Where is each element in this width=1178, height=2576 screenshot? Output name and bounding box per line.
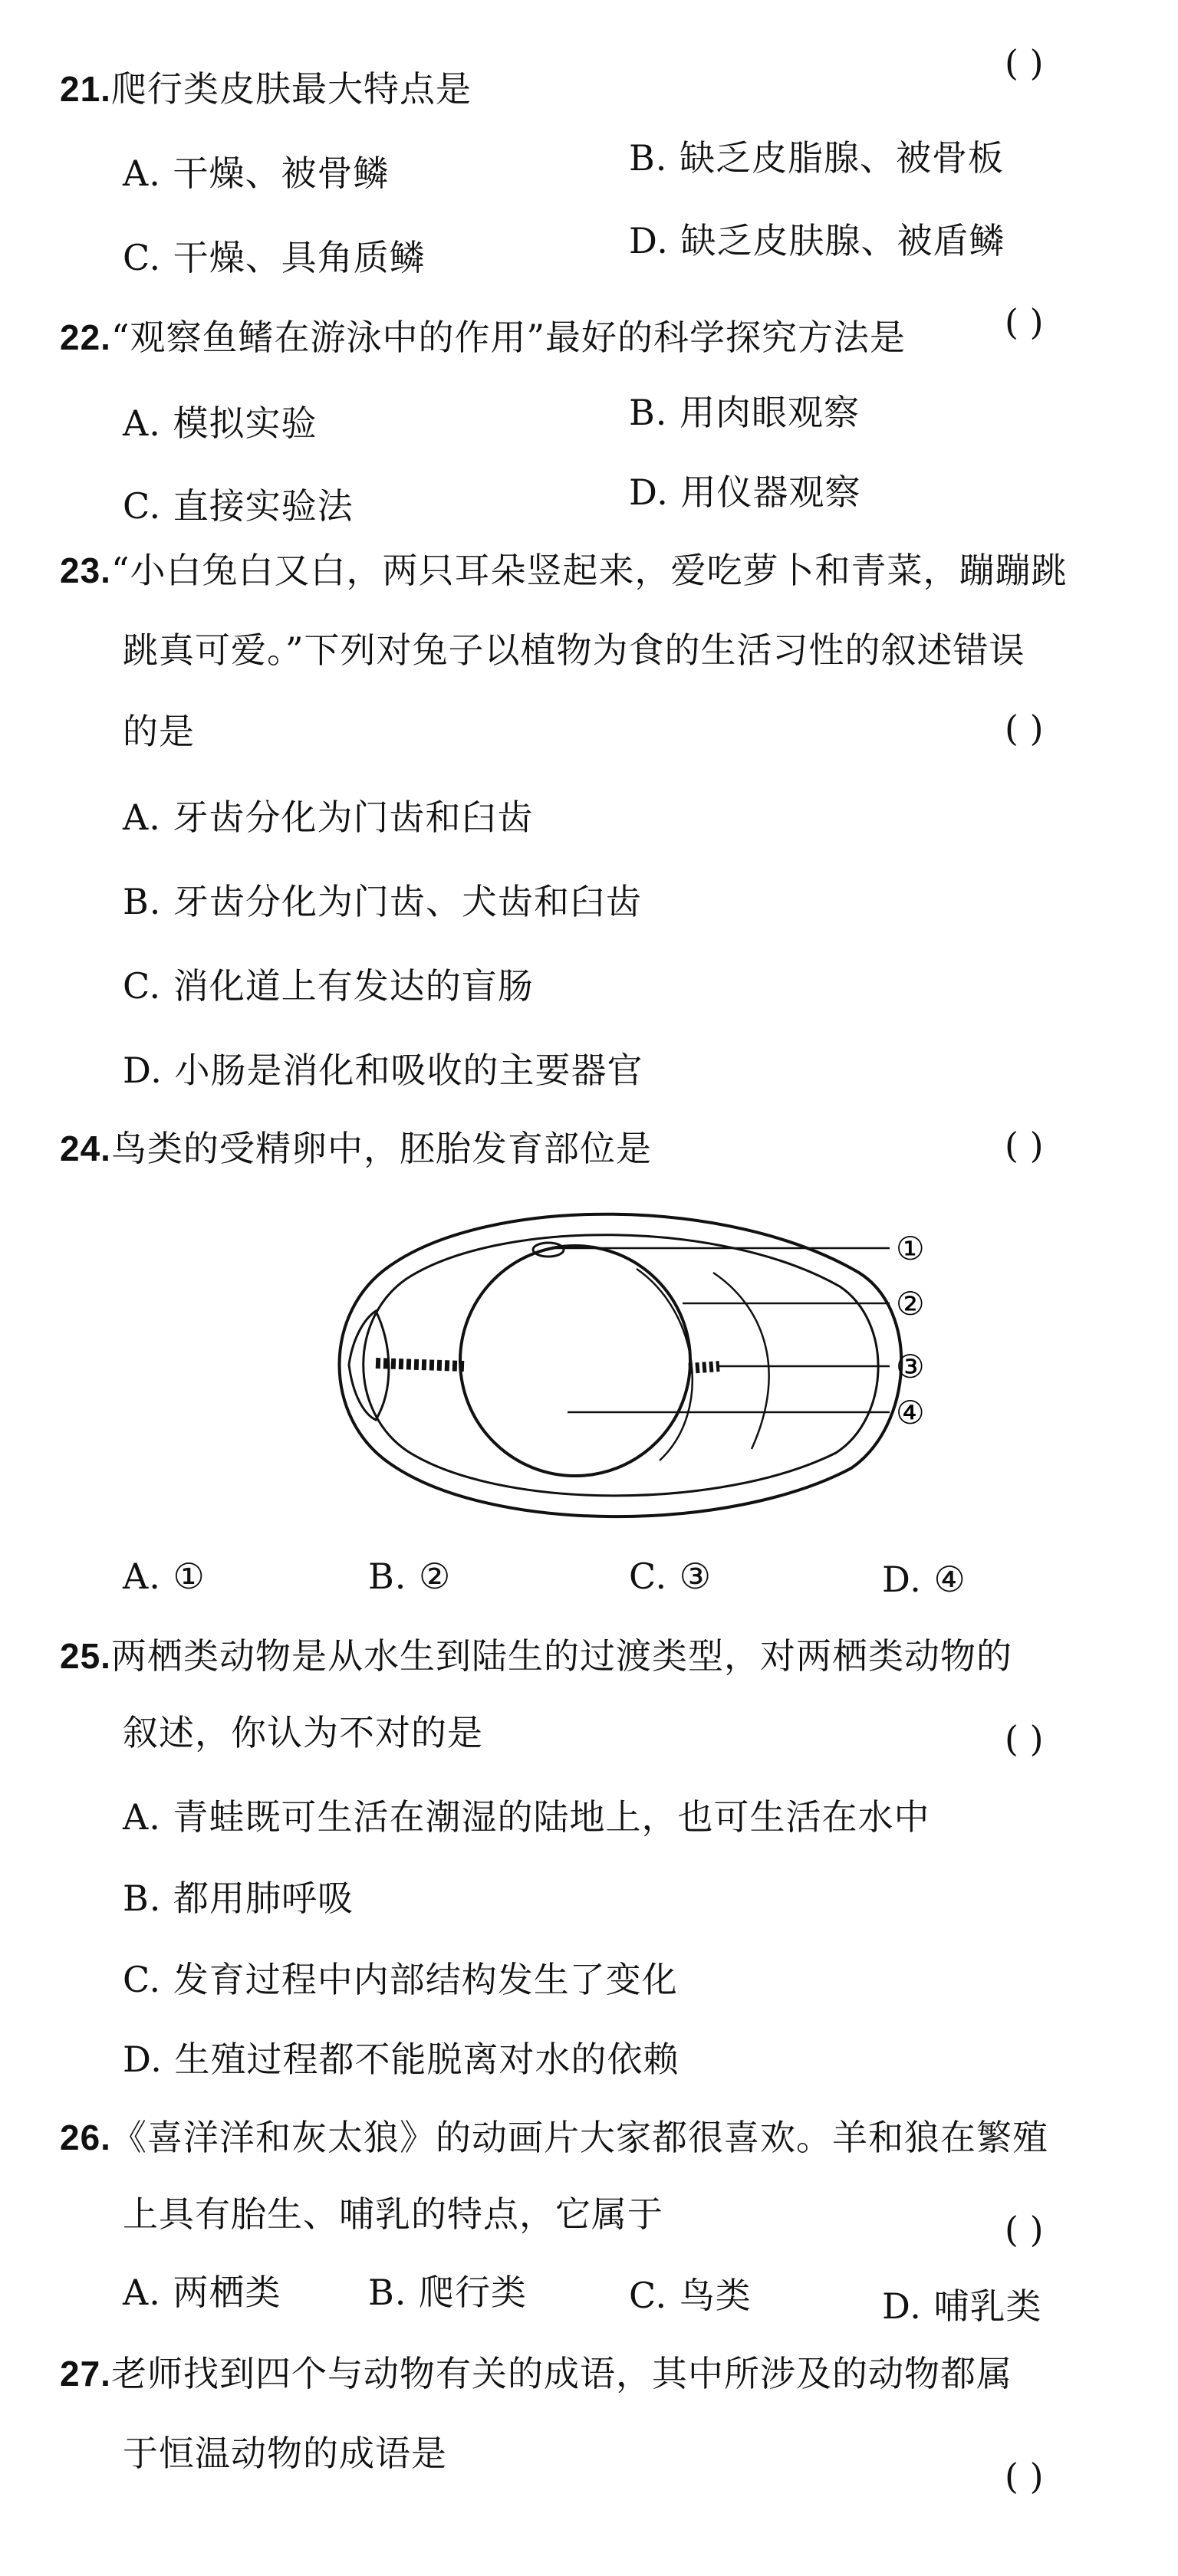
diagram-label-1: ① [896, 1230, 925, 1267]
question-24-option-d: D. ④ [882, 1559, 966, 1600]
question-23-answer-bracket: ( ) [1005, 708, 1044, 749]
question-23 [60, 547, 1067, 593]
question-22-stem: “观察鱼鳍在游泳中的作用”最好的科学探究方法是 [110, 317, 906, 358]
question-25-answer-bracket: ( ) [1005, 1718, 1044, 1760]
question-25-option-d: D. 生殖过程都不能脱离对水的依赖 [123, 2039, 679, 2080]
question-27-number: 27. [60, 2354, 111, 2394]
question-22-option-b: B. 用肉眼观察 [629, 392, 860, 433]
albumen-outline [713, 1273, 769, 1449]
question-22-option-a: A. 模拟实验 [123, 402, 318, 444]
question-25 [60, 1633, 1012, 1679]
question-24-answer-bracket: ( ) [1005, 1125, 1044, 1166]
question-26-number: 26. [60, 2118, 111, 2157]
yolk [460, 1246, 690, 1476]
question-26-option-a: A. 两栖类 [123, 2272, 281, 2313]
question-24 [60, 1125, 652, 1171]
question-22-option-d: D. 用仪器观察 [629, 472, 861, 513]
question-26-stem-line-1: 《喜洋洋和灰太狼》的动画片大家都很喜欢。羊和狼在繁殖 [110, 2117, 1048, 2158]
question-22 [60, 314, 906, 360]
question-23-number: 23. [60, 550, 111, 590]
question-21-option-a: A. 干燥、被骨鳞 [123, 153, 390, 194]
question-27-stem-line-2: 于恒温动物的成语是 [123, 2433, 447, 2474]
question-23-option-c: C. 消化道上有发达的盲肠 [123, 965, 534, 1007]
question-21-option-b: B. 缺乏皮脂腺、被骨板 [629, 137, 1005, 179]
diagram-label-3: ③ [896, 1348, 925, 1385]
question-24-number: 24. [60, 1129, 111, 1168]
question-25-number: 25. [60, 1636, 111, 1676]
question-22-number: 22. [60, 317, 111, 357]
question-21-option-c: C. 干燥、具角质鳞 [123, 237, 426, 278]
diagram-label-4: ④ [896, 1394, 925, 1431]
question-23-option-b: B. 牙齿分化为门齿、犬齿和臼齿 [123, 881, 643, 922]
question-26-option-c: C. 鸟类 [629, 2275, 752, 2316]
question-23-stem-line-1: “小白兔白又白，两只耳朵竖起来，爱吃萝卜和青菜，蹦蹦跳 [110, 550, 1068, 591]
question-21-answer-bracket: ( ) [1005, 42, 1044, 84]
question-21-stem: 爬行类皮肤最大特点是 [110, 68, 472, 110]
question-26-option-d: D. 哺乳类 [882, 2285, 1042, 2327]
question-24-option-a: A. ① [123, 1556, 206, 1597]
question-27-stem-line-1: 老师找到四个与动物有关的成语，其中所涉及的动物都属 [110, 2353, 1012, 2394]
question-26-answer-bracket: ( ) [1005, 2209, 1044, 2250]
chalaza-right [689, 1366, 719, 1368]
question-21-option-d: D. 缺乏皮肤腺、被盾鳞 [629, 220, 1005, 261]
egg-structure-diagram [299, 1196, 959, 1533]
question-23-stem-line-3: 的是 [123, 711, 195, 752]
question-27 [60, 2351, 1012, 2397]
question-22-option-c: C. 直接实验法 [123, 485, 354, 527]
question-26 [60, 2114, 1048, 2160]
question-24-option-b: B. ② [368, 1556, 452, 1597]
question-23-stem-line-2: 跳真可爱。”下列对兔子以植物为食的生活习性的叙述错误 [123, 629, 1025, 671]
question-22-answer-bracket: ( ) [1005, 301, 1044, 343]
question-26-stem-line-2: 上具有胎生、哺乳的特点，它属于 [123, 2193, 663, 2235]
question-21 [60, 66, 472, 112]
question-24-stem: 鸟类的受精卵中，胚胎发育部位是 [110, 1128, 652, 1169]
diagram-label-2: ② [896, 1285, 925, 1322]
question-25-stem-line-1: 两栖类动物是从水生到陆生的过渡类型，对两栖类动物的 [110, 1635, 1012, 1677]
question-25-option-b: B. 都用肺呼吸 [123, 1878, 354, 1919]
question-25-option-a: A. 青蛙既可生活在潮湿的陆地上，也可生活在水中 [123, 1796, 930, 1838]
question-24-option-c: C. ③ [629, 1556, 712, 1597]
question-26-option-b: B. 爬行类 [368, 2272, 528, 2313]
question-23-option-d: D. 小肠是消化和吸收的主要器官 [123, 1050, 643, 1091]
question-27-answer-bracket: ( ) [1005, 2456, 1044, 2497]
question-21-number: 21. [60, 69, 111, 109]
question-25-stem-line-2: 叙述，你认为不对的是 [123, 1712, 483, 1753]
question-25-option-c: C. 发育过程中内部结构发生了变化 [123, 1959, 678, 2000]
question-23-option-a: A. 牙齿分化为门齿和臼齿 [123, 797, 534, 838]
